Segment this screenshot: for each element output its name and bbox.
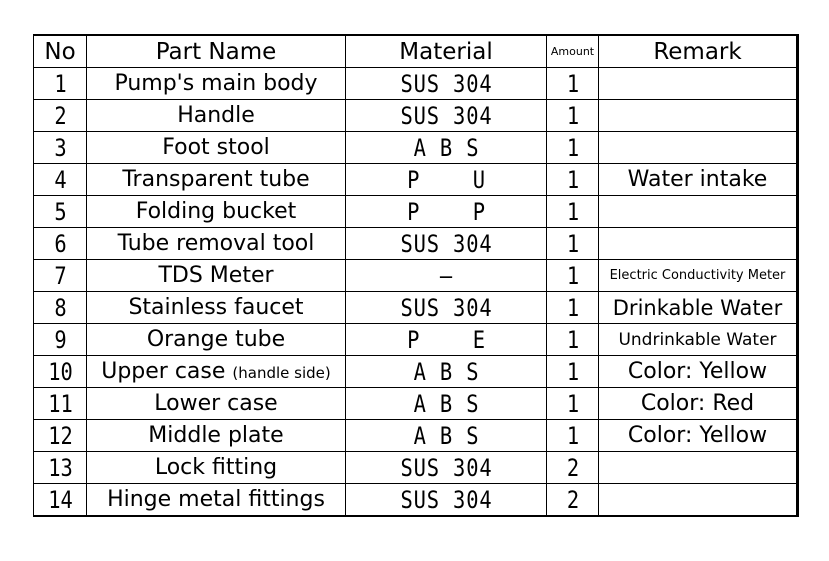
table-row	[34, 100, 798, 132]
part-name-text: Lock fitting	[154, 455, 278, 480]
header-amount: Amount	[547, 35, 599, 68]
cell-no: 14	[37, 484, 82, 517]
cell-no: 4	[37, 164, 82, 196]
cell-material: A B S	[361, 388, 532, 420]
cell-remark	[599, 228, 798, 260]
table-row	[34, 452, 798, 484]
part-name-text: Pump's main body	[114, 71, 318, 96]
table-row	[34, 292, 798, 324]
table-row	[34, 324, 798, 356]
cell-part-name	[87, 228, 346, 260]
part-name-text: Stainless faucet	[128, 295, 304, 320]
cell-no: 2	[37, 100, 82, 132]
part-name-text: Lower case	[154, 391, 278, 416]
part-name-note: (handle side)	[232, 364, 331, 382]
cell-no: 13	[37, 452, 82, 484]
table-row	[34, 388, 798, 420]
table-row	[34, 356, 798, 388]
table-row	[34, 132, 798, 164]
cell-no: 11	[37, 388, 82, 420]
cell-remark: Electric Conductivity Meter	[599, 260, 798, 292]
cell-material: SUS 304	[361, 68, 532, 100]
cell-remark	[599, 452, 798, 484]
cell-remark: Water intake	[599, 164, 798, 196]
cell-no: 7	[37, 260, 82, 292]
cell-no: 6	[37, 228, 82, 260]
cell-remark: Undrinkable Water	[599, 324, 798, 356]
cell-amount: 1	[550, 292, 594, 324]
cell-amount: 2	[550, 452, 594, 484]
cell-amount: 2	[550, 484, 594, 517]
part-name-text: TDS Meter	[158, 263, 274, 288]
header-row	[34, 35, 798, 68]
cell-material: A B S	[361, 356, 532, 388]
part-name-text: Middle plate	[148, 423, 284, 448]
table-row	[34, 228, 798, 260]
cell-amount: 1	[550, 388, 594, 420]
cell-material: SUS 304	[361, 484, 532, 517]
cell-remark	[599, 100, 798, 132]
cell-material: P P	[361, 196, 532, 228]
header-remark: Remark	[599, 35, 798, 68]
cell-no: 8	[37, 292, 82, 324]
part-name-text: Foot stool	[162, 135, 270, 160]
cell-remark	[599, 68, 798, 100]
cell-material: SUS 304	[361, 228, 532, 260]
part-name-text: Hinge metal fittings	[107, 487, 325, 512]
cell-remark: Drinkable Water	[599, 292, 798, 324]
cell-material: P U	[361, 164, 532, 196]
cell-part-name	[87, 132, 346, 164]
cell-amount: 1	[550, 164, 594, 196]
table-row	[34, 164, 798, 196]
part-name-text: Tube removal tool	[117, 231, 315, 256]
cell-part-name	[87, 356, 346, 388]
table-row	[34, 260, 798, 292]
part-name-text: Orange tube	[146, 327, 286, 352]
cell-part-name	[87, 164, 346, 196]
cell-remark	[599, 132, 798, 164]
part-name-text: Transparent tube	[122, 167, 310, 192]
cell-no: 12	[37, 420, 82, 452]
cell-no: 5	[37, 196, 82, 228]
table-row	[34, 484, 798, 517]
table-row	[34, 420, 798, 452]
cell-material: P E	[361, 324, 532, 356]
cell-part-name	[87, 260, 346, 292]
cell-remark: Color: Red	[599, 388, 798, 420]
cell-material: SUS 304	[361, 292, 532, 324]
cell-part-name	[87, 100, 346, 132]
cell-part-name	[87, 388, 346, 420]
table-row	[34, 196, 798, 228]
cell-amount: 1	[550, 68, 594, 100]
part-name-text: Upper case	[101, 359, 226, 384]
cell-no: 1	[37, 68, 82, 100]
cell-part-name	[87, 292, 346, 324]
cell-material: A B S	[361, 132, 532, 164]
cell-amount: 1	[550, 132, 594, 164]
cell-part-name	[87, 452, 346, 484]
cell-remark	[599, 196, 798, 228]
cell-amount: 1	[550, 356, 594, 388]
cell-amount: 1	[550, 260, 594, 292]
cell-remark	[599, 484, 798, 517]
header-material: Material	[346, 35, 547, 68]
part-name-text: Folding bucket	[135, 199, 297, 224]
header-part-name: Part Name	[87, 35, 346, 68]
cell-amount: 1	[550, 324, 594, 356]
parts-list-table	[33, 34, 799, 517]
cell-material: –	[361, 260, 532, 292]
cell-material: SUS 304	[361, 452, 532, 484]
cell-material: SUS 304	[361, 100, 532, 132]
cell-amount: 1	[550, 196, 594, 228]
header-no: No	[34, 35, 87, 68]
cell-part-name	[87, 484, 346, 517]
cell-remark: Color: Yellow	[599, 356, 798, 388]
cell-material: A B S	[361, 420, 532, 452]
cell-part-name	[87, 420, 346, 452]
table-row	[34, 68, 798, 100]
cell-part-name	[87, 324, 346, 356]
cell-no: 10	[37, 356, 82, 388]
cell-remark: Color: Yellow	[599, 420, 798, 452]
cell-no: 9	[37, 324, 82, 356]
cell-part-name	[87, 196, 346, 228]
cell-part-name	[87, 68, 346, 100]
cell-amount: 1	[550, 420, 594, 452]
cell-amount: 1	[550, 100, 594, 132]
part-name-text: Handle	[177, 103, 255, 128]
cell-no: 3	[37, 132, 82, 164]
cell-amount: 1	[550, 228, 594, 260]
